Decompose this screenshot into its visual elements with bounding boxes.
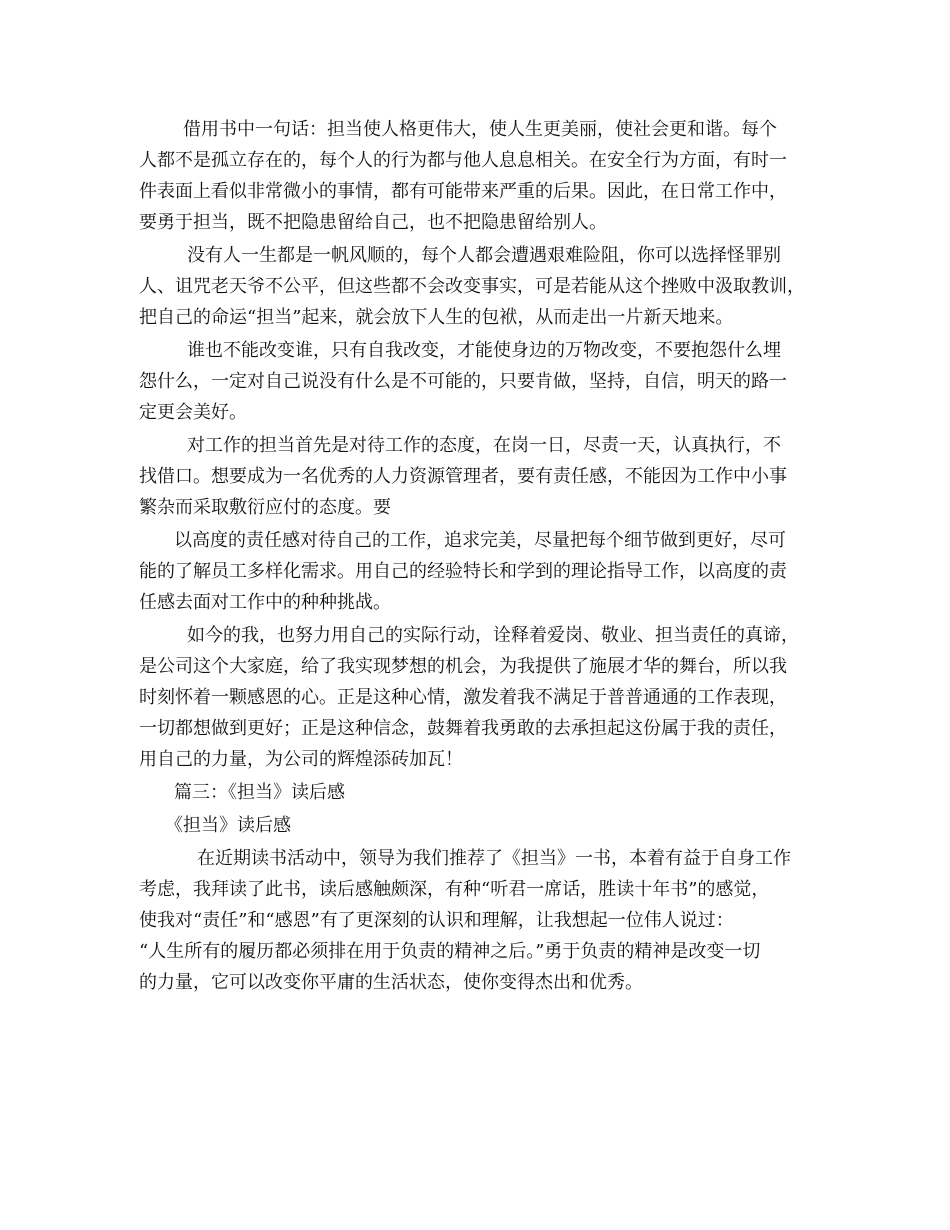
text-line: 任感去面对工作中的种种挑战。: [139, 592, 391, 613]
text-line: 借用书中一句话：担当使人格更伟大，使人生更美丽，使社会更和谐。每个: [183, 119, 777, 140]
text-line: 谁也不能改变谁，只有自我改变，才能使身边的万物改变，不要抱怨什么埋: [187, 340, 781, 361]
text-line: 使我对“责任”和“感恩”有了更深刻的认识和理解，让我想起一位伟人说过：: [139, 910, 734, 931]
text-line: 能的了解员工多样化需求。用自己的经验特长和学到的理论指导工作，以高度的责: [139, 561, 787, 582]
text-line: 一切都想做到更好；正是这种信念，鼓舞着我勇敢的去承担起这份属于我的责任，: [139, 718, 787, 739]
text-line: 怨什么，一定对自己说没有什么是不可能的，只要肯做，坚持，自信，明天的路一: [139, 371, 787, 392]
text-line: 对工作的担当首先是对待工作的态度，在岗一日，尽责一天，认真执行，不: [187, 435, 781, 456]
text-line: 的力量，它可以改变你平庸的生活状态，使你变得杰出和优秀。: [139, 972, 643, 993]
text-line: 人都不是孤立存在的，每个人的行为都与他人息息相关。在安全行为方面，有时一: [139, 150, 787, 171]
text-line: 没有人一生都是一帆风顺的，每个人都会遭遇艰难险阻，你可以选择怪罪别: [187, 245, 781, 266]
text-line: 把自己的命运“担当”起来，就会放下人生的包袱，从而走出一片新天地来。: [139, 307, 734, 328]
text-line: 考虑，我拜读了此书，读后感触颇深，有种“听君一席话，胜读十年书”的感觉，: [139, 879, 770, 900]
text-line: 定更会美好。: [139, 402, 247, 423]
text-line: 时刻怀着一颗感恩的心。正是这种心情，激发着我不满足于普普通通的工作表现，: [139, 687, 787, 708]
document-body: [139, 114, 829, 998]
text-line: 用自己的力量，为公司的辉煌添砖加瓦！: [139, 749, 463, 770]
text-line: 人、诅咒老天爷不公平，但这些都不会改变事实，可是若能从这个挫败中汲取教训，: [139, 276, 805, 297]
paragraph: [139, 240, 829, 333]
paragraph: [139, 620, 829, 775]
section-heading: 篇三：《担当》读后感: [174, 782, 345, 803]
paragraph: [139, 430, 829, 523]
text-line: 繁杂而采取敷衍应付的态度。要: [139, 497, 391, 518]
text-line: 如今的我，也努力用自己的实际行动，诠释着爱岗、敬业、担当责任的真谛，: [187, 625, 799, 646]
paragraph: [139, 114, 829, 238]
text-line: 是公司这个大家庭，给了我实现梦想的机会，为我提供了施展才华的舞台，所以我: [139, 656, 787, 677]
text-line: 找借口。想要成为一名优秀的人力资源管理者，要有责任感，不能因为工作中小事: [139, 466, 787, 487]
text-line: 要勇于担当，既不把隐患留给自己，也不把隐患留给别人。: [139, 212, 607, 233]
paragraph: [139, 525, 829, 618]
text-line: 件表面上看似非常微小的事情，都有可能带来严重的后果。因此，在日常工作中，: [139, 181, 787, 202]
text-line: “人生所有的履历都必须排在用于负责的精神之后。”勇于负责的精神是改变一切: [139, 941, 761, 962]
text-line: 在近期读书活动中，领导为我们推荐了《担当》一书，本着有益于自身工作: [197, 848, 791, 869]
paragraph: [139, 335, 829, 428]
paragraph: [139, 843, 829, 998]
article-title: 《担当》读后感: [165, 815, 291, 836]
text-line: 以高度的责任感对待自己的工作，追求完美，尽量把每个细节做到更好，尽可: [174, 530, 786, 551]
